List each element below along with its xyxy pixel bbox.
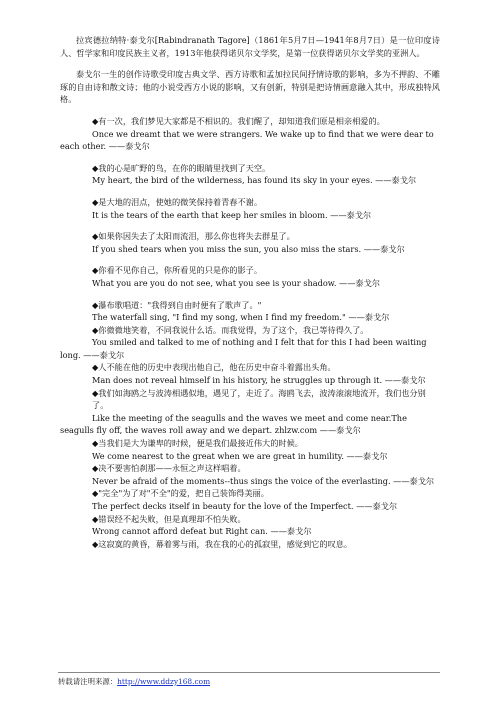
- quote-english: Once we dreamt that we were strangers. We wake up to find that we were dear to each other. ——泰戈尔: [60, 128, 434, 152]
- quote-english: The waterfall sing, "I find my song, when I find my freedom." ——泰戈尔: [92, 312, 390, 323]
- footer-source-link[interactable]: http://www.ddzy168.com: [117, 677, 211, 686]
- quote-chinese: ◆如果你因失去了太阳而流泪，那么你也将失去群星了。: [92, 231, 295, 242]
- page-footer: [58, 672, 440, 687]
- quote-english: My heart, the bird of the wilderness, has found its sky in your eyes. ——泰戈尔: [92, 175, 417, 186]
- quote-chinese: ◆你微微地笑着，不同我说什么话。而我觉得，为了这个，我已等待得久了。: [92, 324, 369, 335]
- quote-chinese: ◆当我们是大为谦卑的时候，便是我们最接近伟大的时候。: [92, 438, 303, 449]
- quote-chinese: ◆决不要害怕刹那——永恒之声这样唱着。: [92, 463, 246, 474]
- quote-english: It is the tears of the earth that keep her smiles in bloom. ——泰戈尔: [92, 209, 372, 220]
- quote-chinese: ◆是大地的泪点，使她的微笑保持着青春不谢。: [92, 196, 263, 207]
- intro-paragraph-2: 泰戈尔一生的创作诗歌受印度古典文学、西方诗歌和孟加拉民间抒情诗歌的影响，多为不押韵、不雕琢的自由诗和散文诗；他的小说受西方小说的影响，又有创新，特别是把诗情画意融入其中，形成独特风格。: [60, 69, 440, 105]
- quote-chinese: ◆瀑布歌唱道："我得到自由时便有了歌声了。": [92, 299, 262, 310]
- intro-paragraph-1: 拉宾德拉纳特·泰戈尔[Rabindranath Tagore]（1861年5月7日—1941年8月7日）是一位印度诗人、哲学家和印度民族主义者，1913年他获得诺贝尔文学奖，是第一位获得诺贝尔文学奖的亚洲人。: [60, 35, 440, 58]
- quote-english: We come nearest to the great when we are great in humility. ——泰戈尔: [92, 450, 388, 461]
- quote-english: If you shed tears when you miss the sun, you also miss the stars. ——泰戈尔: [92, 243, 405, 254]
- quote-chinese: ◆我的心是旷野的鸟，在你的眼睛里找到了天空。: [92, 162, 271, 173]
- quote-english: Wrong cannot afford defeat but Right can. ——泰戈尔: [92, 526, 312, 537]
- quote-chinese: ◆有一次，我们梦见大家都是不相识的。我们醒了，却知道我们原是相亲相爱的。: [92, 115, 385, 126]
- quote-english: What you are you do not see, what you see is your shadow. ——泰戈尔: [92, 277, 380, 288]
- quote-chinese: ◆人不能在他的历史中表现出他自己，他在历史中奋斗着露出头角。: [92, 362, 336, 373]
- quote-english: Never be afraid of the moments--thus sings the voice of the everlasting. ——泰戈尔: [92, 475, 435, 486]
- quote-list: [60, 115, 440, 550]
- quote-chinese: ◆这寂寞的黄昏，幕着雾与雨，我在我的心的孤寂里，感觉到它的叹息。: [92, 538, 353, 549]
- quote-chinese: ◆你看不见你自己，你所看见的只是你的影子。: [92, 265, 263, 276]
- footer-source-label: 转载请注明来源：: [58, 677, 118, 686]
- quote-chinese: ◆错误经不起失败，但是真理却不怕失败。: [92, 513, 246, 524]
- quote-english: You smiled and talked to me of nothing and I felt that for this I had been waiting long. ——泰戈尔: [60, 337, 427, 360]
- quote-english: The perfect decks itself in beauty for the love of the Imperfect. ——泰戈尔: [92, 501, 398, 511]
- quote-chinese: ◆我们如海鸥之与波涛相遇似地，遇见了，走近了。海鸥飞去，波涛滚滚地流开，我们也分别了。: [92, 387, 426, 411]
- quote-english: Man does not reveal himself in his history, he struggles up through it. ——泰戈尔: [92, 375, 426, 386]
- quote-chinese: ◆"完全"为了对"不全"的爱，把自己装饰得美丽。: [92, 488, 269, 499]
- quote-english: Like the meeting of the seagulls and the waves we meet and come near.The seagulls fly off, the waves roll away and we depart. zhlzw.com ——泰戈尔: [60, 412, 407, 436]
